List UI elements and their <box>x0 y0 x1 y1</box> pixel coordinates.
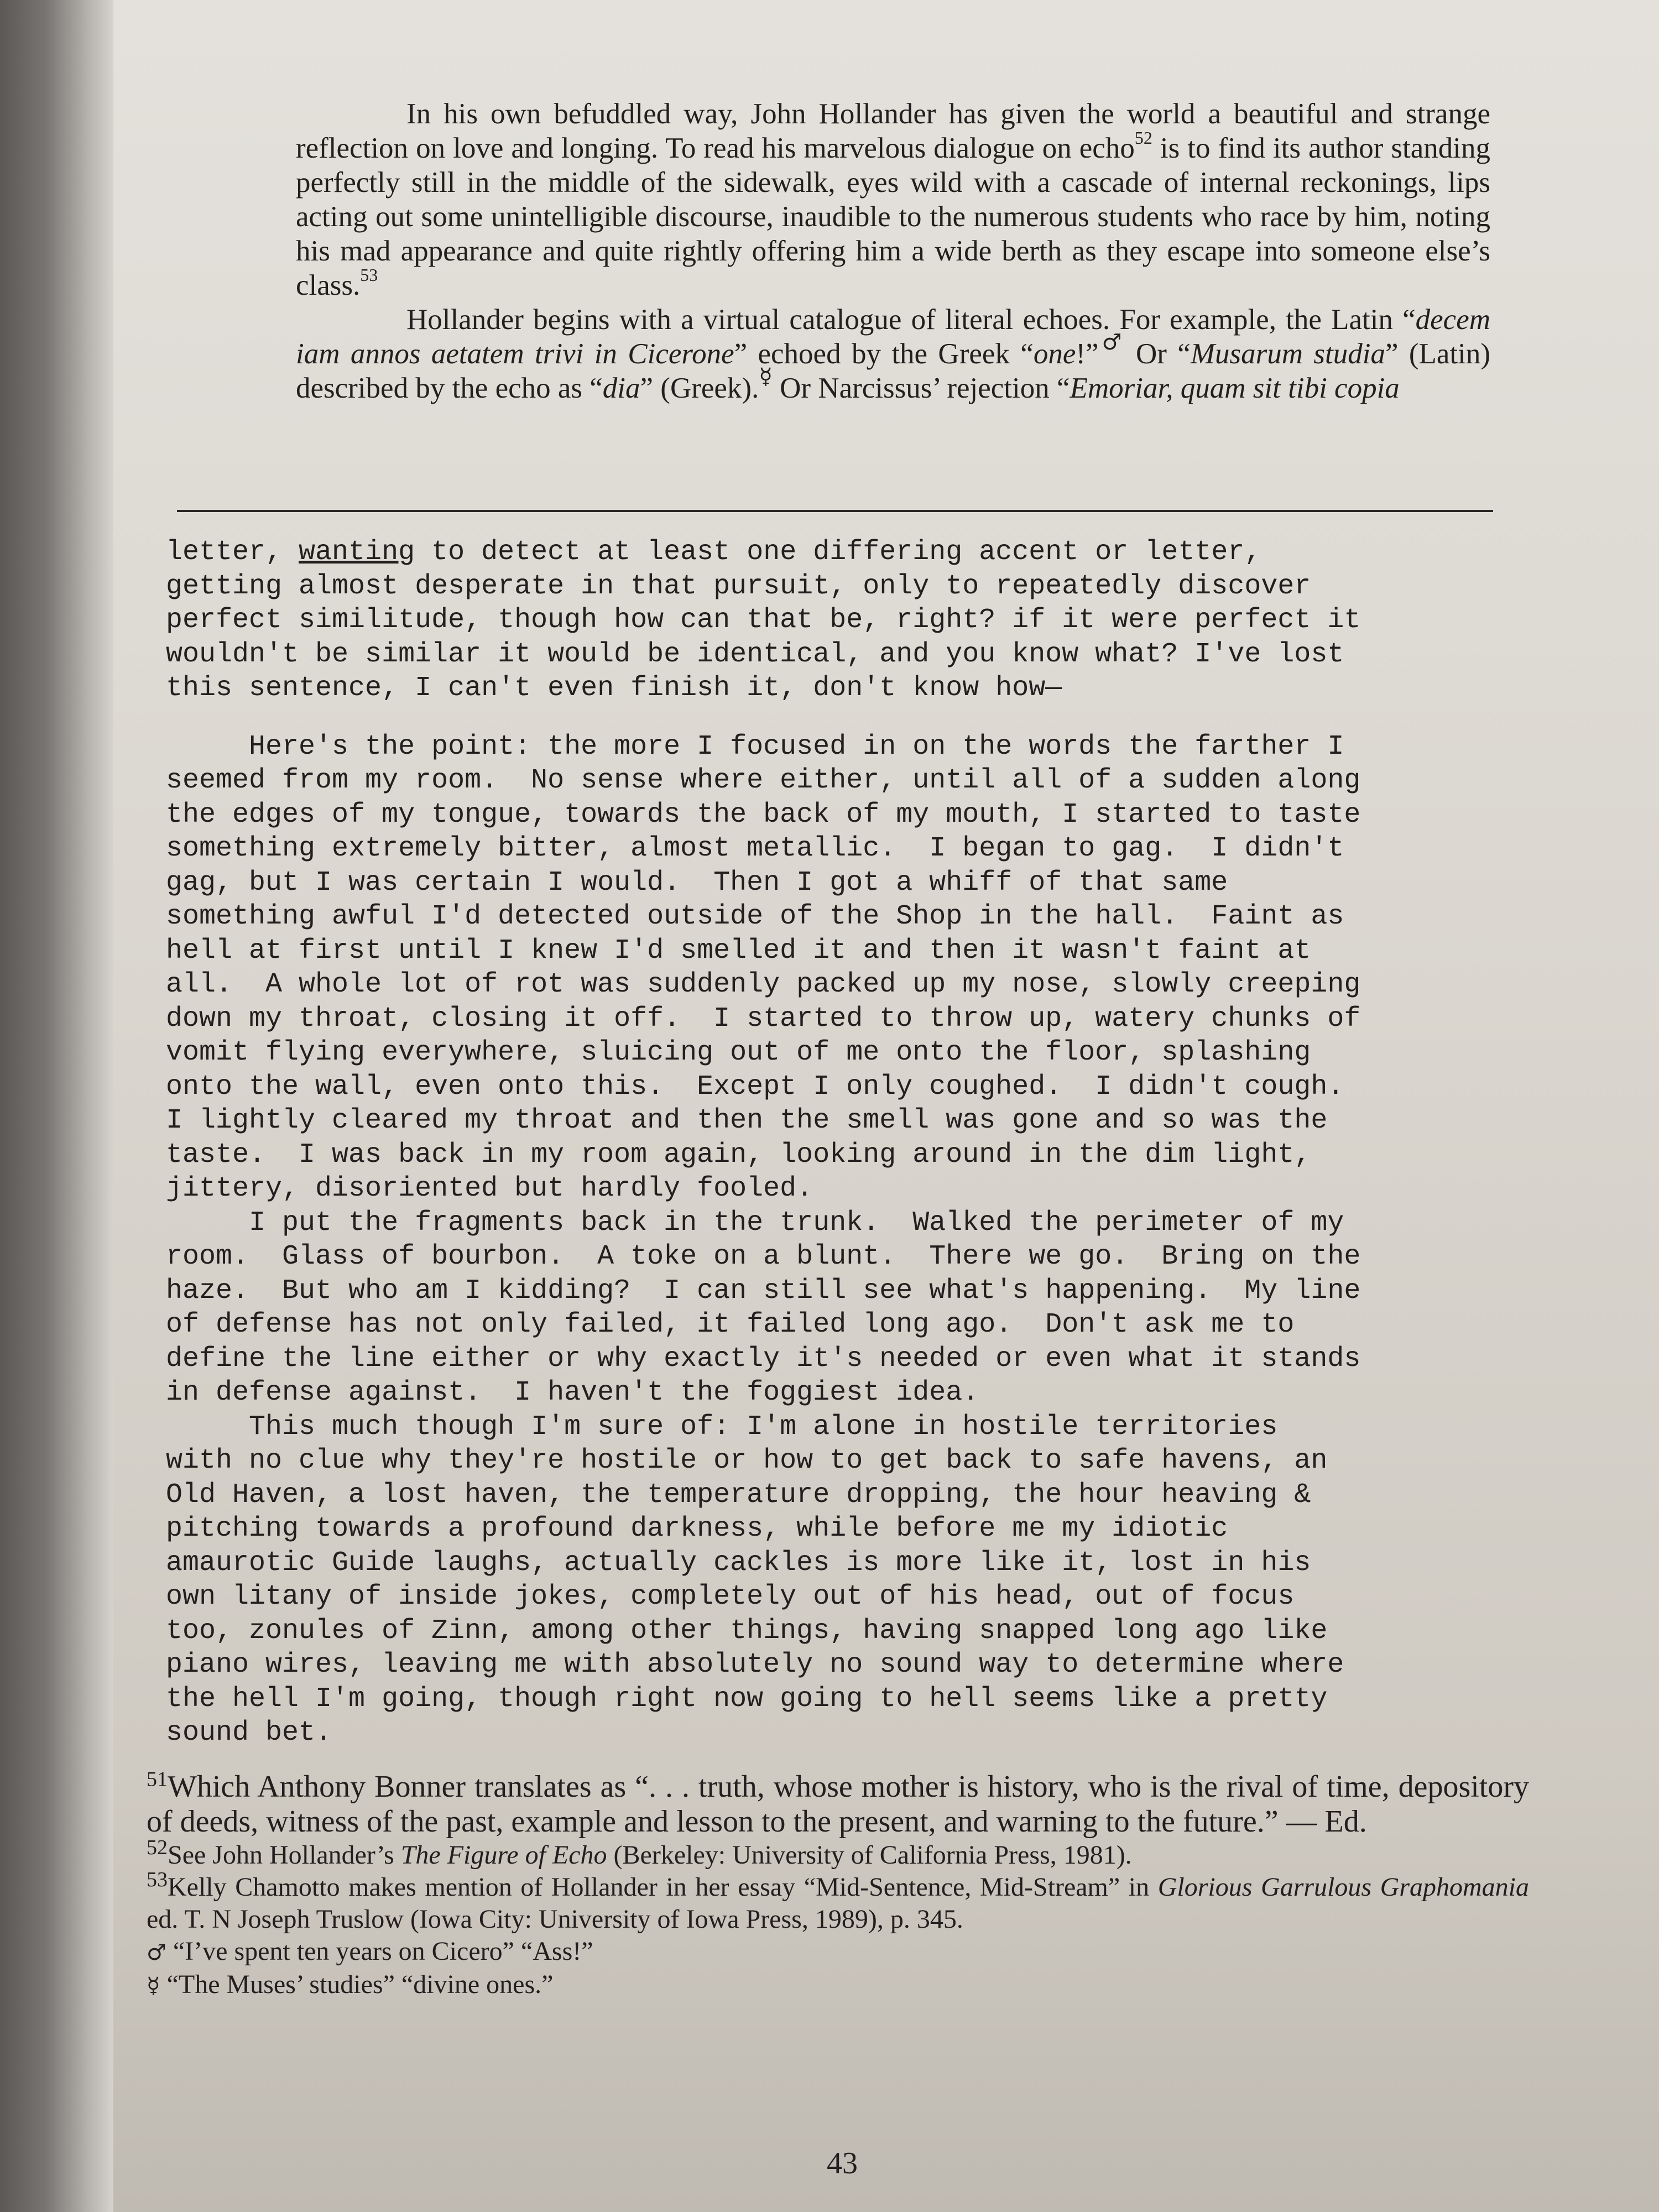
typewriter-line: onto the wall, even onto this. Except I only coughed. I didn't cough. <box>166 1071 1344 1103</box>
greek-echo: dia <box>602 372 640 404</box>
essay-text-run: Or “ <box>1125 338 1191 370</box>
footnote-male <box>147 1936 1529 1969</box>
footnote-mercury <box>147 1969 1529 2002</box>
footnote-53 <box>147 1868 1530 1936</box>
typewriter-line: room. Glass of bourbon. A toke on a blunt. There we go. Bring on the <box>166 1241 1361 1272</box>
essay-text-run: !” <box>1076 338 1099 370</box>
essay-text-run: is to find its author standing perfectly still in the middle of the sidewalk, eyes wild with a cascade of internal reckonings, lips acting out some unintelligible discourse, inaudible to the numerous students who race by him, noting his mad appearance and quite rightly offering him a wide berth as they escape into someone else’s class. <box>296 132 1490 301</box>
latin-quote: Emoriar, quam sit tibi copia <box>1070 372 1400 404</box>
typewriter-line: all. A whole lot of rot was suddenly packed up my nose, slowly creeping <box>166 969 1361 1000</box>
essay-text-run: ” echoed by the Greek “ <box>734 338 1034 370</box>
footnote-text: “The Muses’ studies” “divine ones.” <box>160 1970 554 1999</box>
section-divider <box>177 510 1493 512</box>
typewriter-line: define the line either or why exactly it's needed or even what it stands <box>166 1343 1361 1375</box>
underlined-word: wanting <box>299 536 415 568</box>
essay-text-run: ” (Greek). <box>640 372 759 404</box>
footnote-ref-52: 52 <box>1134 128 1152 148</box>
typewriter-line: too, zonules of Zinn, among other things, having snapped long ago like <box>166 1615 1328 1647</box>
typewriter-line: in defense against. I haven't the foggiest idea. <box>166 1377 979 1408</box>
typewriter-run: to detect at least one differing accent or letter, <box>415 536 1261 568</box>
footnote-text: Which Anthony Bonner translates as “. . . truth, whose mother is history, who is the rival of time, depository of deeds, witness of the past, example and lesson to the present, and warning to the future.” — Ed. <box>147 1770 1529 1839</box>
typewriter-line: of defense has not only failed, it failed long ago. Don't ask me to <box>166 1309 1295 1340</box>
typewriter-line: this sentence, I can't even finish it, don't know how— <box>166 672 1062 704</box>
typewriter-line: own litany of inside jokes, completely out of his head, out of focus <box>166 1581 1295 1613</box>
typewriter-line: Old Haven, a lost haven, the temperature dropping, the hour heaving & <box>166 1479 1311 1511</box>
typewriter-line: with no clue why they're hostile or how to get back to safe havens, an <box>166 1445 1328 1477</box>
typewriter-line: perfect similitude, though how can that be, right? if it were perfect it <box>166 604 1361 636</box>
footnote-text: ed. T. N Joseph Truslow (Iowa City: University of Iowa Press, 1989), p. 345. <box>147 1905 963 1934</box>
mercury-symbol-icon: ☿ <box>147 1973 160 1999</box>
footnote-51 <box>147 1767 1529 1839</box>
typewriter-line: sound bet. <box>166 1717 332 1749</box>
typewriter-line: down my throat, closing it off. I started to throw up, watery chunks of <box>166 1003 1361 1035</box>
paragraph-gap <box>166 706 1504 730</box>
typewriter-line: something extremely bitter, almost metallic. I began to gag. I didn't <box>166 833 1344 864</box>
typewriter-line: seemed from my room. No sense where either, until all of a sudden along <box>166 765 1361 796</box>
typewriter-line: wouldn't be similar it would be identical, and you know what? I've lost <box>166 638 1344 670</box>
typewriter-line: amaurotic Guide laughs, actually cackles is more like it, lost in his <box>166 1547 1311 1579</box>
typewriter-line: the hell I'm going, though right now going to hell seems like a pretty <box>166 1683 1328 1715</box>
latin-quote: Musarum studia <box>1190 338 1385 370</box>
essay-text-run: ” (Latin) described by the echo as “ <box>296 338 1491 404</box>
typewriter-text <box>166 535 1504 1750</box>
typewriter-line: the edges of my tongue, towards the back of my mouth, I started to taste <box>166 799 1361 831</box>
typewriter-run: letter, <box>166 536 299 568</box>
footnote-text: See John Hollander’s <box>168 1840 401 1870</box>
footnote-text: (Berkeley: University of California Press, 1981). <box>607 1840 1132 1870</box>
typewriter-line: I lightly cleared my throat and then the smell was gone and so was the <box>166 1105 1328 1136</box>
book-page <box>113 0 1659 2212</box>
book-title: Glorious Garrulous Graphomania <box>1157 1872 1530 1902</box>
footnote-text: Kelly Chamotto makes mention of Hollander in her essay “Mid-Sentence, Mid-Stream” in <box>168 1872 1158 1902</box>
footnotes <box>147 1767 1530 2002</box>
essay-text-run: Hollander begins with a virtual catalogue of literal echoes. For example, the Latin “ <box>406 304 1416 336</box>
page-number: 43 <box>827 2146 858 2180</box>
typewriter-line: pitching towards a profound darkness, while before me my idiotic <box>166 1513 1228 1545</box>
latin-quote: decem iam annos aetatem trivi in Cicerone <box>296 304 1490 370</box>
footnote-number: 53 <box>147 1868 168 1891</box>
book-spine-shadow <box>0 0 113 2212</box>
typewriter-line: jittery, disoriented but hardly fooled. <box>166 1173 813 1204</box>
essay-text <box>296 97 1490 405</box>
typewriter-line: I put the fragments back in the trunk. Walked the perimeter of my <box>166 1207 1344 1239</box>
footnote-text: “I’ve spent ten years on Cicero” “Ass!” <box>166 1937 593 1966</box>
typewriter-line: haze. But who am I kidding? I can still see what's happening. My line <box>166 1275 1361 1307</box>
typewriter-line: piano wires, leaving me with absolutely no sound way to determine where <box>166 1649 1344 1681</box>
essay-text-run: In his own befuddled way, John Hollander has given the world a beautiful and strange reflection on love and longing. To read his marvelous dialogue on echo <box>296 98 1490 164</box>
essay-text-run: Or Narcissus’ rejection “ <box>772 372 1070 404</box>
typewriter-line: This much though I'm sure of: I'm alone in hostile territories <box>166 1411 1278 1443</box>
typewriter-line: getting almost desperate in that pursuit, only to repeatedly discover <box>166 570 1311 602</box>
typewriter-line: Here's the point: the more I focused in on the words the farther I <box>166 731 1344 763</box>
greek-echo: one <box>1033 338 1076 370</box>
book-title: The Figure of Echo <box>400 1840 607 1870</box>
footnote-number: 52 <box>147 1836 168 1859</box>
essay-paragraph-2 <box>296 302 1490 405</box>
typewriter-line <box>166 535 1504 570</box>
essay-paragraph-1 <box>296 97 1490 302</box>
footnote-52 <box>147 1836 1529 1871</box>
footnote-ref-53: 53 <box>360 265 378 285</box>
typewriter-line: gag, but I was certain I would. Then I got a whiff of that same <box>166 867 1228 899</box>
male-symbol-icon: ♂ <box>1098 330 1125 356</box>
typewriter-line: something awful I'd detected outside of the Shop in the hall. Faint as <box>166 901 1344 932</box>
typewriter-line: hell at first until I knew I'd smelled it and then it wasn't faint at <box>166 935 1311 967</box>
typewriter-line: vomit flying everywhere, sluicing out of me onto the floor, splashing <box>166 1037 1311 1068</box>
mercury-symbol-icon: ☿ <box>759 364 773 390</box>
male-symbol-icon: ♂ <box>147 1940 166 1965</box>
footnote-number: 51 <box>147 1767 168 1791</box>
typewriter-line: taste. I was back in my room again, looking around in the dim light, <box>166 1139 1311 1171</box>
